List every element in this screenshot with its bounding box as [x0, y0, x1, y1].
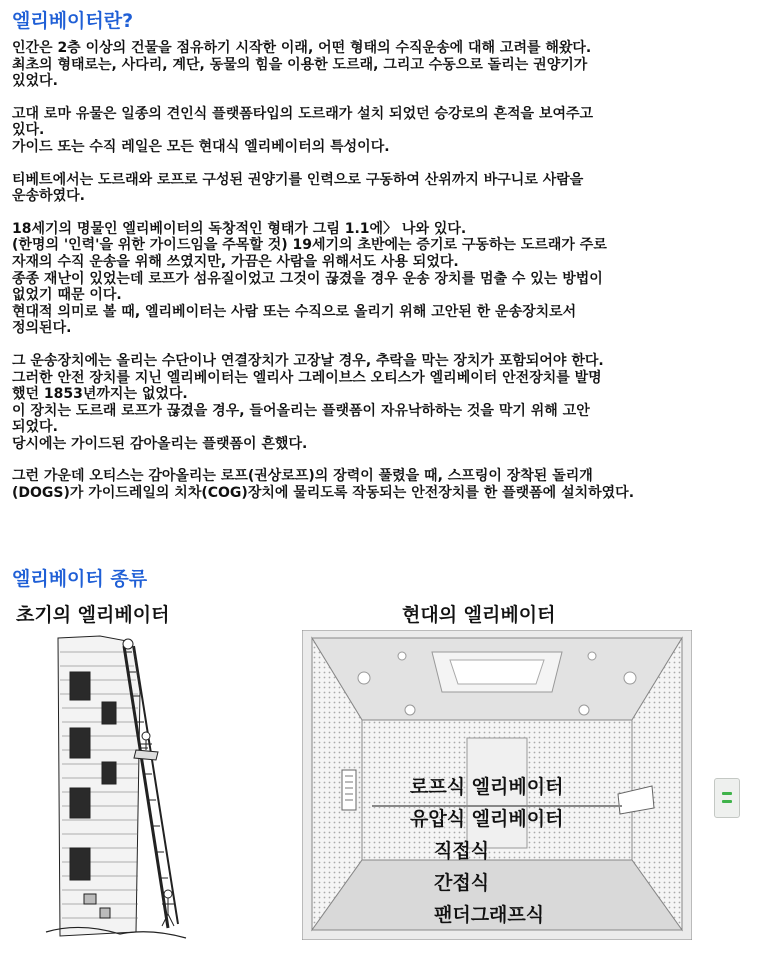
paragraph-line: 그런 가운데 오티스는 감아올리는 로프(권상로프)의 장력이 풀렸을 때, 스프링이 장착된 돌리개 — [12, 468, 593, 485]
paragraph-line: 인간은 2층 이상의 건물을 점유하기 시작한 이래, 어떤 형태의 수직운송에 대해 고려를 해왔다. — [12, 40, 592, 56]
grip-line-icon — [722, 792, 732, 795]
paragraph-line: 당시에는 가이드된 감아올리는 플랫폼이 흔했다. — [12, 435, 308, 452]
paragraph — [12, 40, 754, 90]
type-indirect: 간접식 — [434, 872, 490, 894]
paragraph-line: 있다. — [12, 122, 45, 139]
paragraph-line: 없었기 때문 이다. — [12, 287, 122, 304]
paragraph-line: 고대 로마 유물은 일종의 견인식 플랫폼타입의 도르래가 설치 되었던 승강로의 흔적을 보여주고 — [12, 105, 594, 122]
paragraph — [12, 172, 754, 205]
paragraph-line: 그러한 안전 장치를 지닌 엘리베이터는 엘리사 그레이브스 오티스가 엘리베이터 안전장치를 발명 — [12, 369, 602, 386]
paragraph — [12, 353, 754, 453]
paragraph — [12, 468, 754, 501]
paragraph-line: 종종 재난이 있었는데 로프가 섬유질이었고 그것이 끊겼을 경우 운송 장치를 멈출 수 있는 방법이 — [12, 270, 603, 287]
section-heading-types: 엘리베이터 종류 — [12, 568, 148, 590]
paragraph-line: 18세기의 명물인 엘리베이터의 독창적인 형태가 그림 1.1에〉 나와 있다. — [12, 220, 467, 237]
paragraph-line: 있었다. — [12, 73, 58, 90]
grip-line-icon — [722, 800, 732, 803]
scroll-handle[interactable] — [714, 778, 740, 818]
paragraph-line: 이 장치는 도르래 로프가 끊겼을 경우, 들어올리는 플랫폼이 자유낙하하는 것을 막기 위해 고안 — [12, 402, 590, 419]
paragraph-line: 티베트에서는 도르래와 로프로 구성된 권양기를 인력으로 구동하여 산위까지 바구니로 사람을 — [12, 171, 584, 188]
paragraph — [12, 221, 754, 337]
page-title: 엘리베이터란? — [12, 10, 134, 32]
type-rope: 로프식 엘리베이터 — [410, 776, 564, 798]
caption-modern-elevator: 현대의 엘리베이터 — [402, 604, 556, 626]
article-body — [12, 40, 754, 502]
paragraph-line: 가이드 또는 수직 레일은 모든 현대식 엘리베이터의 특성이다. — [12, 138, 390, 155]
paragraph-line: 그 운송장치에는 올리는 수단이나 연결장치가 고장날 경우, 추락을 막는 장치가 포함되어야 한다. — [12, 352, 604, 369]
paragraph-line: (한명의 '인력'을 위한 가이드임을 주목할 것) 19세기의 초반에는 증기로 구동하는 도르래가 주로 — [12, 237, 607, 254]
caption-early-elevator: 초기의 엘리베이터 — [16, 604, 170, 626]
type-pantograph: 팬더그래프식 — [434, 904, 545, 926]
paragraph-line: 최초의 형태로는, 사다리, 계단, 동물의 힘을 이용한 도르래, 그리고 수동으로 돌리는 권양기가 — [12, 56, 588, 73]
type-hydraulic: 유압식 엘리베이터 — [410, 808, 564, 830]
paragraph-line: 되었다. — [12, 419, 58, 436]
paragraph-line: 정의된다. — [12, 320, 72, 337]
paragraph-line: 현대적 의미로 볼 때, 엘리베이터는 사람 또는 수직으로 올리기 위해 고안된 한 운송장치로서 — [12, 303, 577, 320]
paragraph — [12, 106, 754, 156]
paragraph-line: (DOGS)가 가이드레일의 치차(COG)장치에 물리도록 작동되는 안전장치를 한 플랫폼에 설치하였다. — [12, 485, 635, 502]
type-direct: 직접식 — [434, 840, 490, 862]
paragraph-line: 했던 1853년까지는 없었다. — [12, 386, 188, 403]
early-elevator-illustration — [40, 632, 190, 944]
paragraph-line: 운송하였다. — [12, 188, 85, 205]
paragraph-line: 자재의 수직 운송을 위해 쓰였지만, 가끔은 사람을 위해서도 사용 되었다. — [12, 253, 459, 270]
